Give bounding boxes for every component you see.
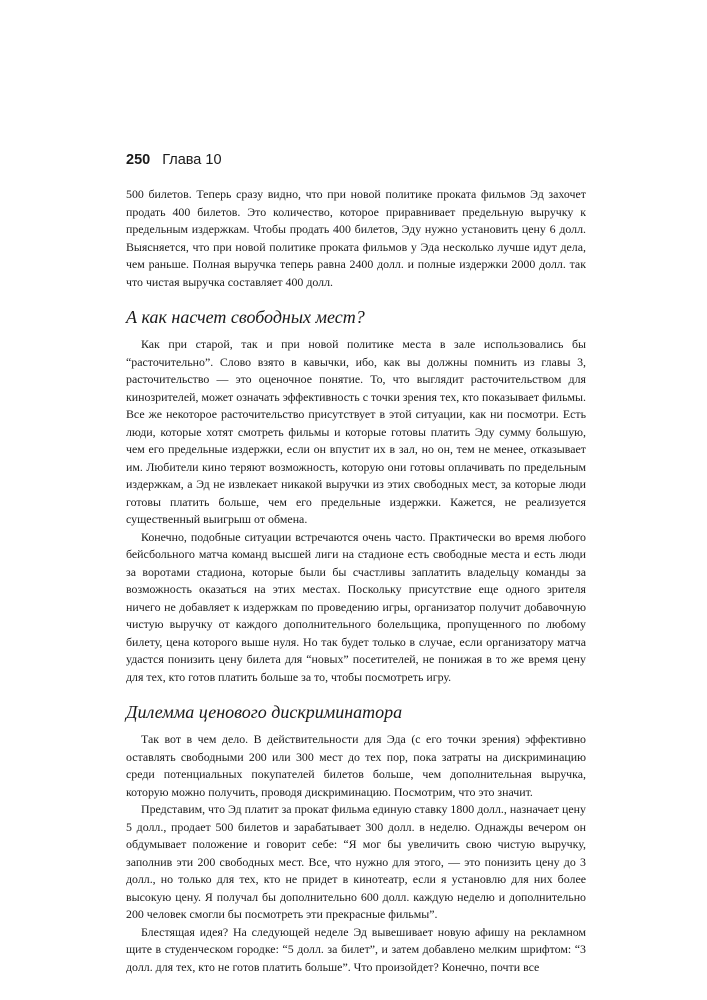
chapter-title: Глава 10 — [162, 152, 222, 168]
page-body — [126, 186, 586, 976]
section-heading-free-seats: А как насчет свободных мест? — [126, 307, 365, 327]
paragraph: Конечно, подобные ситуации встречаются очень часто. Практически во время любого бейсбольного матча команд высшей лиги на стадионе есть свободные места и есть люди за воротами стадиона, которые были бы счастливы заплатить владельцу команды за возможность оказаться на этих местах. Поскольку присутствие еще одного зрителя ничего не добавляет к издержкам по проведению игры, организатор получит добавочную чистую выручку от каждого дополнительного болельщика, пропущенного по любому билету, цена которого выше нуля. Но так будет только в случае, если организатору матча удастся понизить цену билета для “новых” посетителей, не понижая в то же время цену для тех, кто готов платить больше за то, чтобы посмотреть игру. — [126, 529, 586, 684]
paragraph: Как при старой, так и при новой политике места в зале использовались бы “расточительно”. Слово взято в кавычки, ибо, как вы должны помнить из главы 3, расточительство — это оценочное понятие. То, что выглядит расточительством для кинозрителей, может означать эффективность с точки зрения тех, кто показывает фильмы. Все же некоторое расточительство присутствует в этой ситуации, как ни посмотри. Есть люди, которые хотят смотреть фильмы и которые готовы платить Эду сумму большую, чем его предельные издержки, если он впустит их в зал, но он, тем не менее, отказывает им. Любители кино теряют возможность, которую они готовы оплачивать по предельным издержкам, а Эд не извлекает никакой выручки из этих свободных мест, за которые люди готовы платить больше, чем его предельные издержки. Кажется, не реализуется существенный выигрыш от обмена. — [126, 337, 586, 526]
paragraph: Представим, что Эд платит за прокат фильма единую ставку 1800 долл., назначает цену 5 долл., продает 500 билетов и зарабатывает 300 долл. в неделю. Однажды вечером он обдумывает положение и говорит себе: “Я мог бы увеличить свою чистую выручку, заполнив эти 200 свободных мест. Все, что нужно для этого, — это понизить цену до 3 долл., но только для тех, кто не придет в кинотеатр, если я установлю для них более высокую цену. Я получал бы дополнительно 600 долл. каждую неделю и дополнительно 200 человек смогли бы посмотреть эти прекрасные фильмы”. — [126, 802, 586, 921]
page-number: 250 — [126, 152, 151, 168]
paragraph: Блестящая идея? На следующей неделе Эд вывешивает новую афишу на рекламном щите в студенческом городке: “5 долл. за билет”, и затем добавлено мелким шрифтом: “3 долл. для тех, кто не готов платить больше”. Что произойдет? Конечно, почти все — [126, 924, 586, 974]
paragraph: Так вот в чем дело. В действительности для Эда (с его точки зрения) эффективно оставлять свободными 200 или 300 мест до тех пор, пока затраты на дискриминацию среди потенциальных покупателей билетов больше, чем дополнительная выручка, которую можно получить, проводя дискриминацию. Посмотрим, что это значит. — [126, 732, 586, 799]
running-head — [126, 152, 222, 168]
section-heading-price-discriminator: Дилемма ценового дискриминатора — [126, 702, 403, 722]
intro-paragraph: 500 билетов. Теперь сразу видно, что при новой политике проката фильмов Эд захочет продать 400 билетов. Это количество, которое приравнивает предельную выручку к предельным издержкам. Чтобы продать 400 билетов, Эду нужно установить цену 6 долл. Выясняется, что при новой политике проката фильмов у Эда несколько лучше идут дела, чем раньше. Полная выручка теперь равна 2400 долл. и полные издержки 2000 долл. так что чистая выручка составляет 400 долл. — [126, 187, 586, 289]
